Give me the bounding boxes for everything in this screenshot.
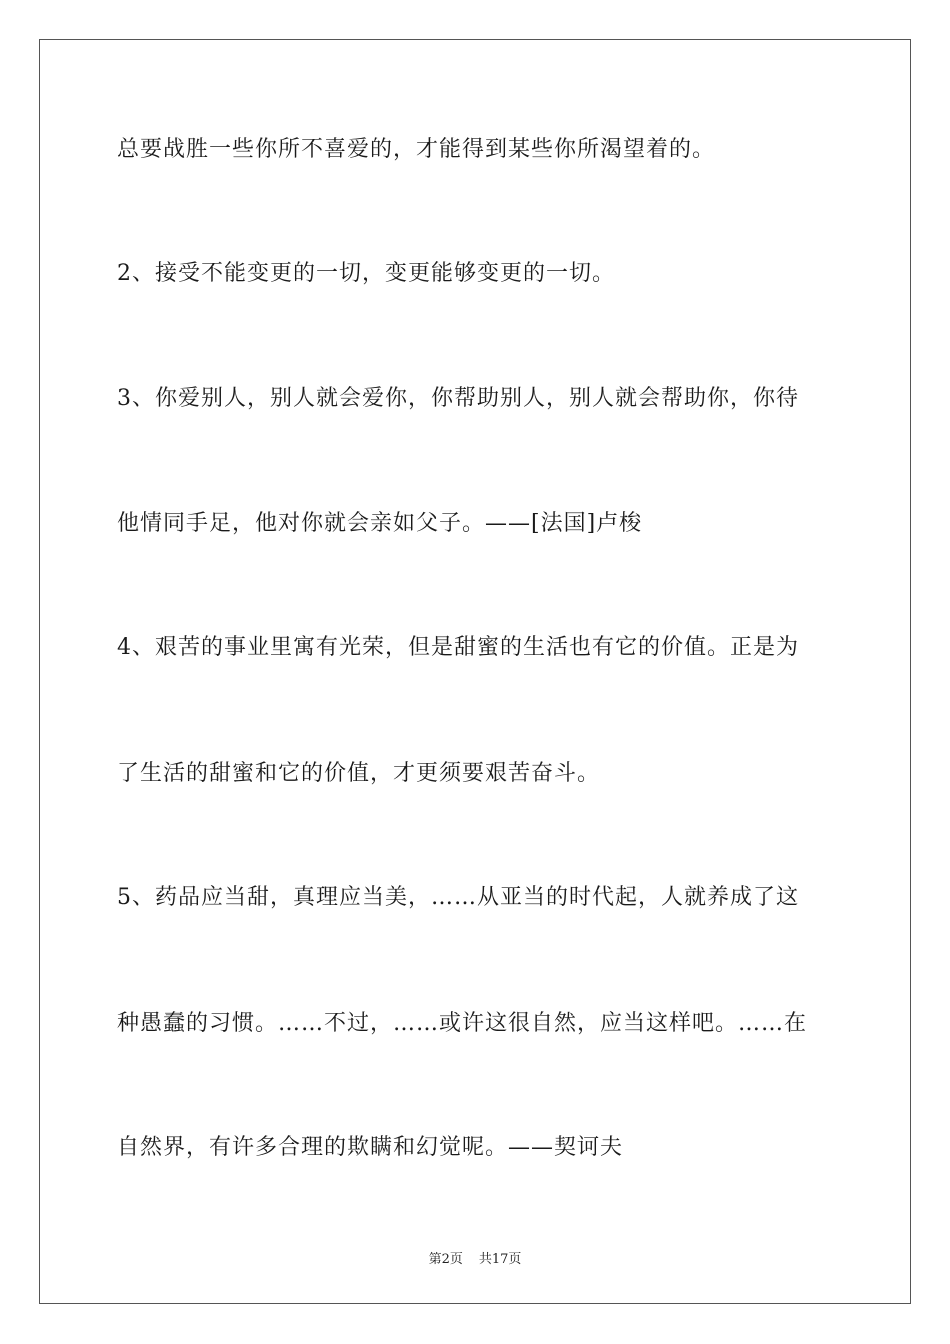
text-line-9: 自然界，有许多合理的欺瞒和幻觉呢。——契诃夫 (117, 1135, 624, 1160)
text-line-2: 2、接受不能变更的一切，变更能够变更的一切。 (117, 261, 615, 286)
text-line-8: 种愚蠢的习惯。……不过，……或许这很自然，应当这样吧。……在 (117, 1011, 808, 1036)
text-line-4: 他情同手足，他对你就会亲如父子。——[法国]卢梭 (117, 511, 643, 536)
text-line-6: 了生活的甜蜜和它的价值，才更须要艰苦奋斗。 (117, 761, 601, 786)
page-number: 第2页 (428, 1252, 463, 1267)
page-border (39, 39, 911, 1304)
text-line-5: 4、艰苦的事业里寓有光荣，但是甜蜜的生活也有它的价值。正是为 (117, 635, 799, 660)
page-total: 共17页 (478, 1252, 522, 1267)
text-line-3: 3、你爱别人，别人就会爱你，你帮助别人，别人就会帮助你，你待 (117, 386, 799, 411)
page-footer (0, 1248, 950, 1267)
text-line-7: 5、药品应当甜，真理应当美，……从亚当的时代起，人就养成了这 (117, 885, 799, 910)
text-line-1: 总要战胜一些你所不喜爱的，才能得到某些你所渴望着的。 (117, 137, 716, 162)
